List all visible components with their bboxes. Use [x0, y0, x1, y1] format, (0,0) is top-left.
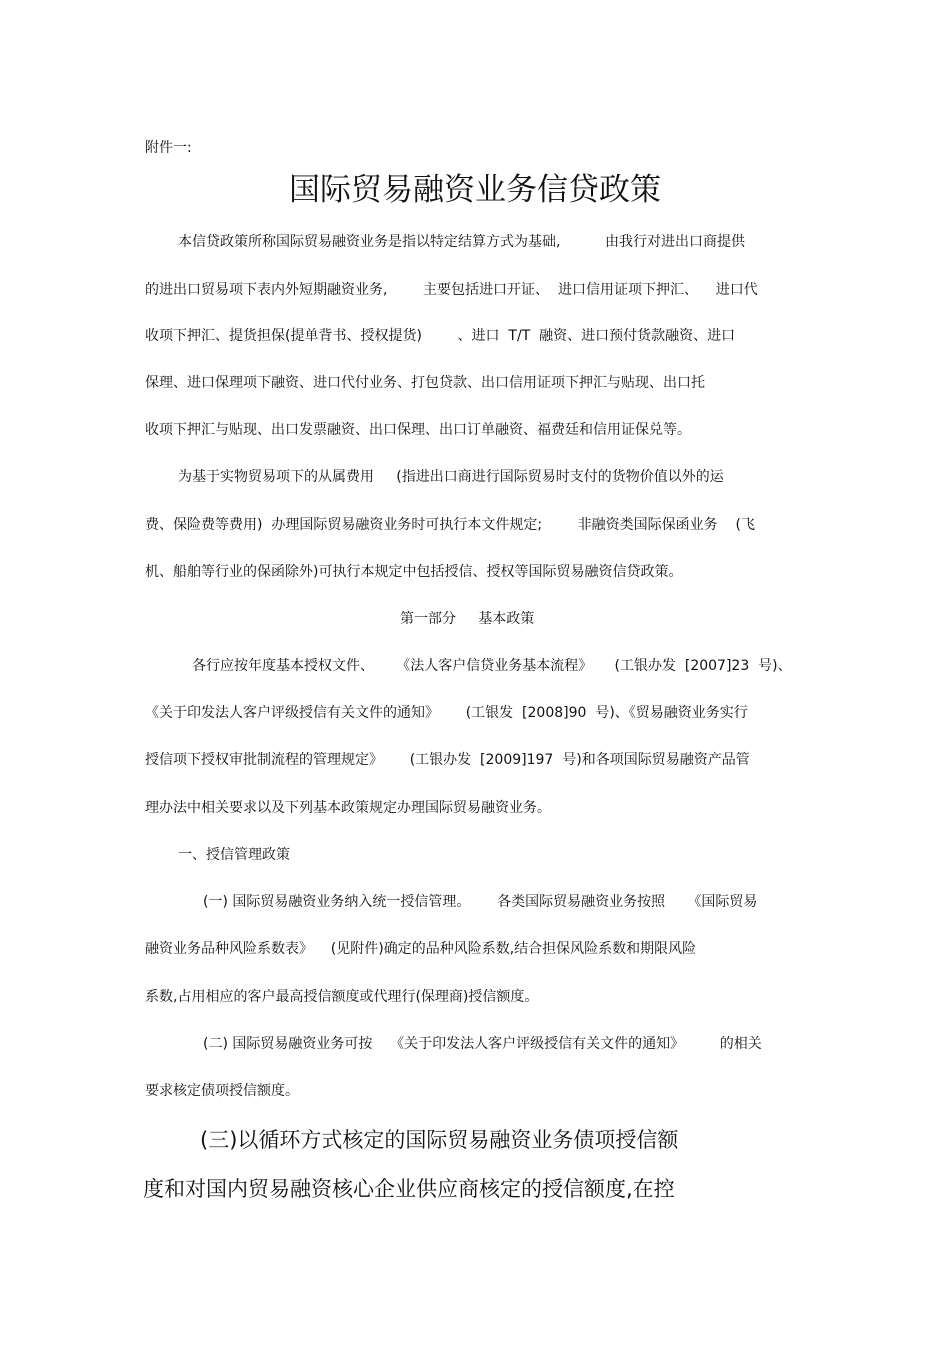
text-line: 系数,占用相应的客户最高授信额度或代理行(保理商)授信额度。 [145, 989, 539, 1005]
text-line: 度和对国内贸易融资核心企业供应商核定的授信额度,在控 [143, 1177, 675, 1201]
text-line: 收项下押汇、提货担保(提单背书、授权提货) 、进口 T/T 融资、进口预付货款融资、进口 [145, 328, 736, 344]
attachment-label: 附件一: [145, 140, 192, 156]
document-title: 国际贸易融资业务信贷政策 [289, 172, 661, 208]
text-line: (二) 国际贸易融资业务可按 《关于印发法人客户评级授信有关文件的通知》 的相关 [203, 1036, 762, 1052]
text-line: 收项下押汇与贴现、出口发票融资、出口保理、出口订单融资、福费廷和信用证保兑等。 [145, 422, 691, 438]
text-line: 本信贷政策所称国际贸易融资业务是指以特定结算方式为基础, 由我行对进出口商提供 [178, 234, 745, 250]
text-line: 要求核定债项授信额度。 [145, 1083, 299, 1099]
text-line: 授信项下授权审批制流程的管理规定》 (工银办发 [2009]197 号)和各项国际贸易融资产品管 [145, 752, 750, 768]
text-line: 融资业务品种风险系数表》 (见附件)确定的品种风险系数,结合担保风险系数和期限风险 [145, 941, 697, 957]
text-line: (一) 国际贸易融资业务纳入统一授信管理。 各类国际贸易融资业务按照 《国际贸易 [203, 894, 758, 910]
section-heading: 一、授信管理政策 [178, 847, 290, 863]
text-line: 保理、进口保理项下融资、进口代付业务、打包贷款、出口信用证项下押汇与贴现、出口托 [145, 375, 705, 391]
text-line: 理办法中相关要求以及下列基本政策规定办理国际贸易融资业务。 [145, 800, 551, 816]
text-line: 各行应按年度基本授权文件、 《法人客户信贷业务基本流程》 (工银办发 [2007]23 号)、 [192, 658, 792, 674]
text-line: 的进出口贸易项下表内外短期融资业务, 主要包括进口开证、 进口信用证项下押汇、 进口代 [145, 282, 758, 298]
text-line: (三)以循环方式核定的国际贸易融资业务债项授信额 [200, 1128, 679, 1152]
text-line: 机、船舶等行业的保函除外)可执行本规定中包括授信、授权等国际贸易融资信贷政策。 [145, 564, 683, 580]
part-heading: 第一部分 基本政策 [400, 611, 535, 627]
text-line: 《关于印发法人客户评级授信有关文件的通知》 (工银发 [2008]90 号)、《贸易融资业务实行 [145, 705, 748, 721]
text-line: 为基于实物贸易项下的从属费用 (指进出口商进行国际贸易时支付的货物价值以外的运 [178, 469, 724, 485]
text-line: 费、保险费等费用) 办理国际贸易融资业务时可执行本文件规定; 非融资类国际保函业务 (飞 [145, 517, 755, 533]
